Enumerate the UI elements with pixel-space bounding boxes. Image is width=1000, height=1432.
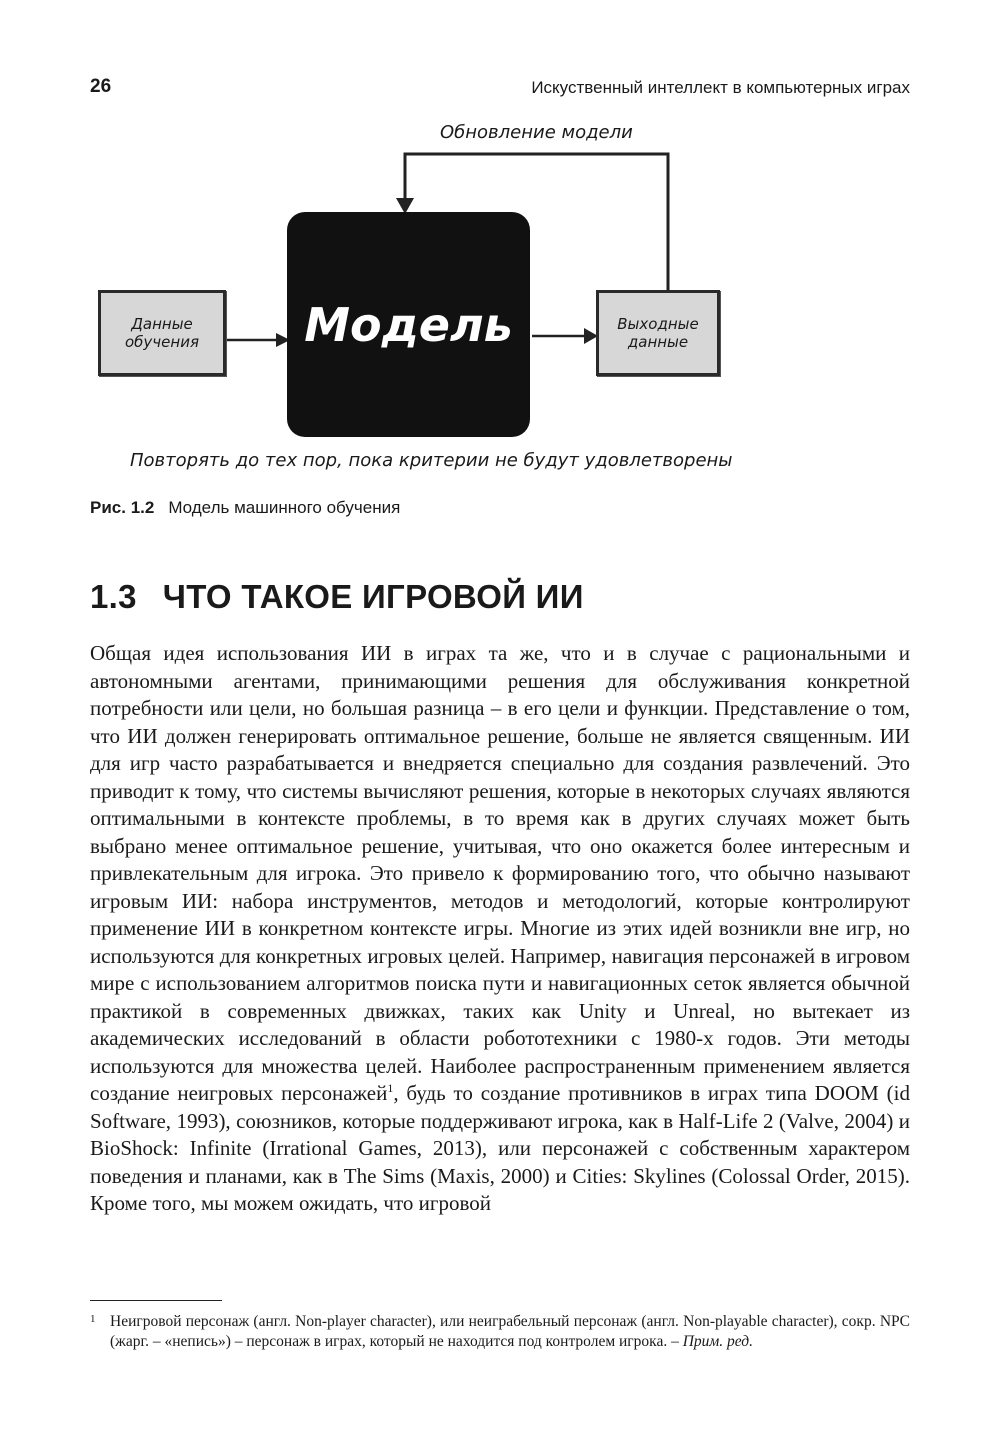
figure-caption-text: Модель машинного обучения <box>168 498 401 517</box>
output-data-label-2: данные <box>627 333 689 351</box>
ml-model-figure <box>0 110 1000 490</box>
training-data-box <box>98 290 226 376</box>
body-paragraph <box>90 640 910 1218</box>
page-number: 26 <box>90 76 112 97</box>
running-title: Искуственный интеллект в компьютерных играх <box>531 78 910 97</box>
body-text-part-2: , будь то создание противников в играх типа DOOM (id Software, 1993), союзников, которые поддерживают игрока, как в Half-Life 2 (Valve, 2004) и BioShock: Infinite (Irrational Games, 2013), или персонажей с собственным характером поведения и планами, как в The Sims (Maxis, 2000) и Cities: Skylines (Colossal Order, 2015). Кроме того, мы можем ожидать, что игровой <box>90 1081 910 1215</box>
footnote-editor-note: Прим. ред. <box>682 1333 754 1350</box>
footnote-reference[interactable]: 1 <box>387 1081 394 1095</box>
output-data-label-1: Выходные <box>617 315 699 333</box>
footnote-divider <box>90 1300 222 1301</box>
body-text-part-1: Общая идея использования ИИ в играх та же, что и в случае с рациональными и автономными агентами, принимающими решения для обслуживания конкретной потребности или цели, но большая разница – в его цели и функции. Представление о том, что ИИ должен генерировать оптимальное решение, больше не является священным. ИИ для игр часто разрабатывается и внедряется специально для создания развлечений. Это приводит к тому, что системы вычисляют решения, которые в некоторых случаях являются оптимальными в контексте проблемы, в то время как в других случаях может быть выбрано менее оптимальное решение, учитывая, что оно окажется более интересным и привлекательным для игрока. Это привело к формированию того, что обычно называют игровым ИИ: набора инструментов, методов и методологий, которые контролируют применение ИИ в конкретном контексте игры. Многие из этих идей возникли вне игр, но используются для конкретных игровых целей. Например, навигация персонажей в игровом мире с использованием алгоритмов поиска пути и навигационных сеток является обычной практикой в современных движках, таких как Unity и Unreal, но вытекает из академических исследований в области робототехники с 1980-х годов. Эти методы используются для множества целей. Наиболее распространенным применением является создание неигровых персонажей <box>90 641 910 1105</box>
repeat-criteria-label: Повторять до тех пор, пока критерии не будут удовлетворены <box>130 450 733 471</box>
footnote-text: Неигровой персонаж (англ. Non-player character), или неиграбельный персонаж (англ. Non-playable character), сокр. NPC (жарг. – «непись») – персонаж в играх, который не находится под контролем игрока. – <box>110 1313 910 1350</box>
figure-caption-number: Рис. 1.2 <box>90 498 155 517</box>
training-data-label-2: обучения <box>125 333 199 351</box>
model-label: Модель <box>304 297 513 352</box>
page-header <box>90 76 910 102</box>
section-heading <box>90 578 910 616</box>
section-number: 1.3 <box>90 578 137 615</box>
footnote-marker: 1 <box>90 1313 96 1325</box>
figure-caption <box>90 498 910 518</box>
training-data-label-1: Данные <box>131 315 193 333</box>
model-update-label: Обновление модели <box>440 122 633 143</box>
output-data-box <box>596 290 720 376</box>
section-title: ЧТО ТАКОЕ ИГРОВОЙ ИИ <box>162 578 584 615</box>
model-box <box>287 212 530 437</box>
footnote <box>90 1312 910 1352</box>
